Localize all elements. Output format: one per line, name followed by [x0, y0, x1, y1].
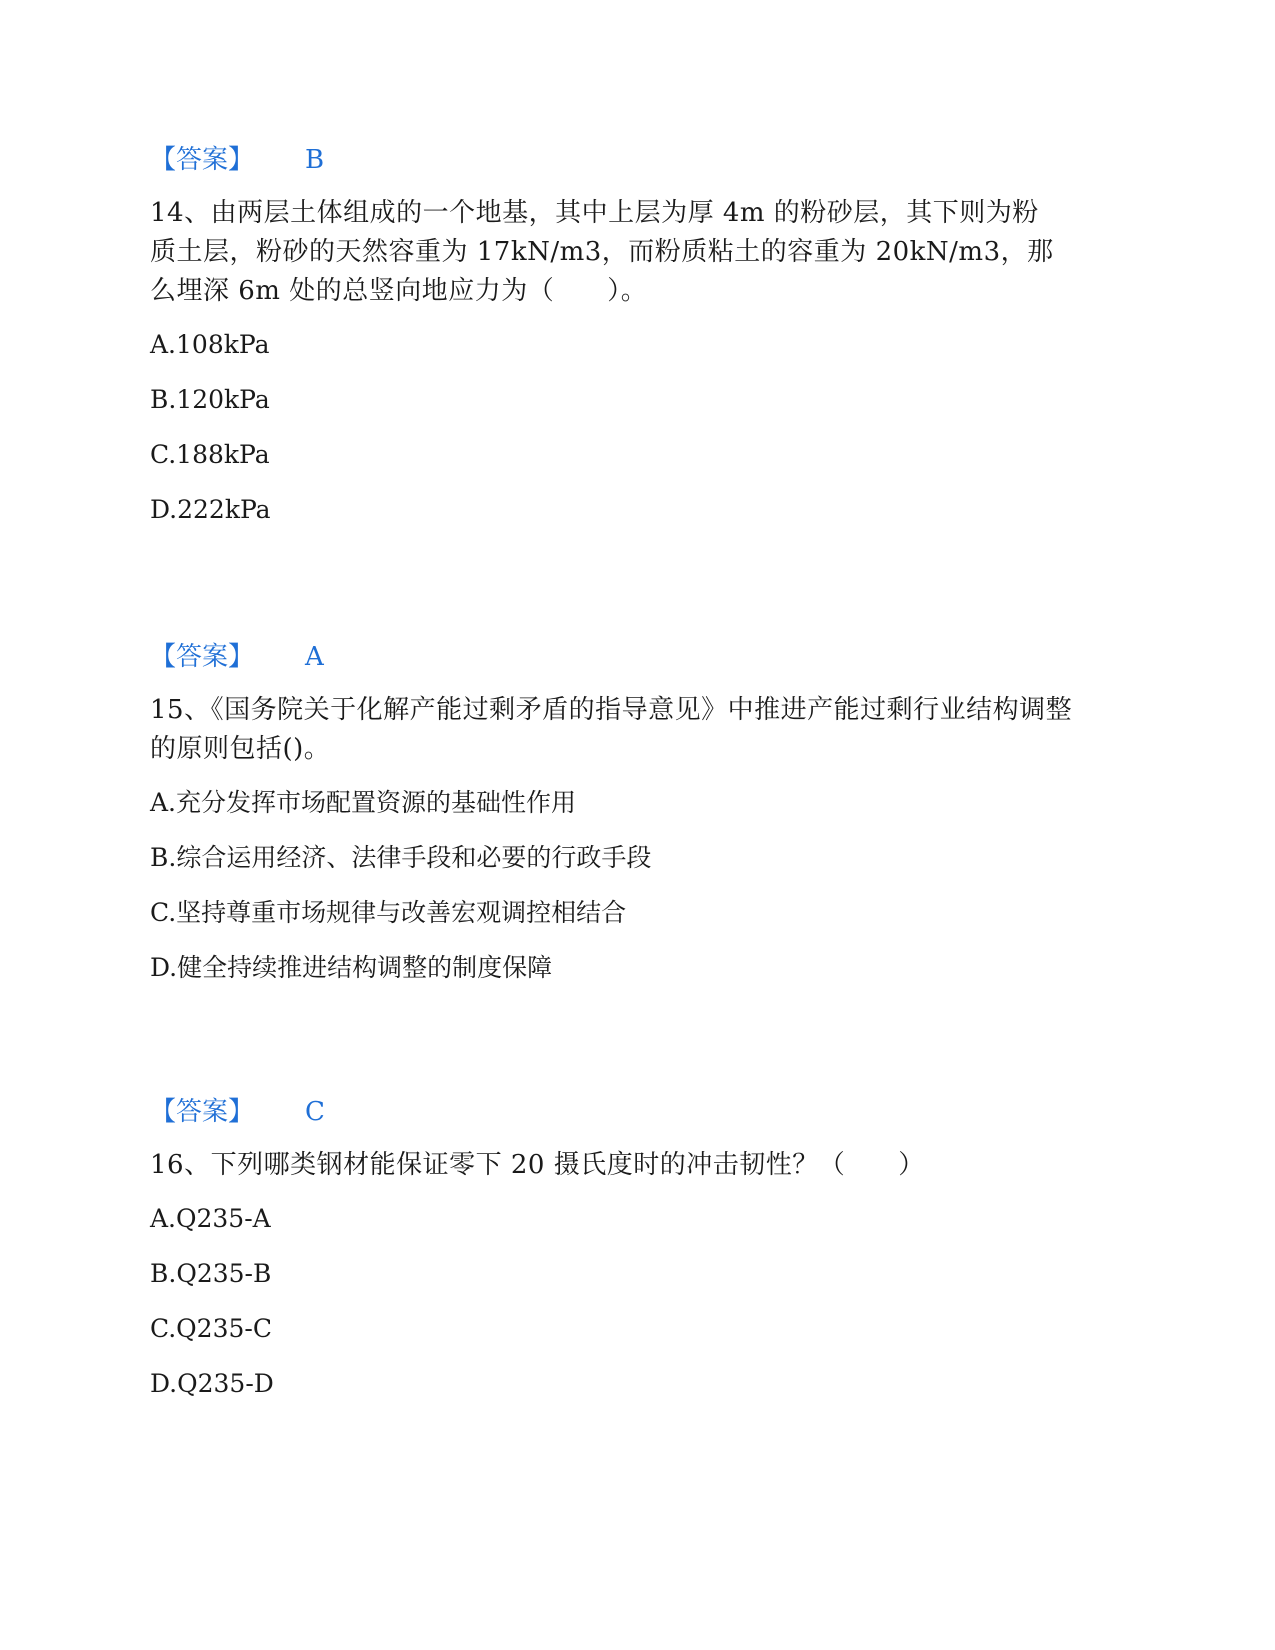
- question-text: 14、由两层土体组成的一个地基，其中上层为厚 4m 的粉砂层，其下则为粉质土层，粉砂的天然容重为 17kN/m3，而粉质粘土的容重为 20kN/m3，那么埋深 6m 处的总竖向地应力为（ ）。: [150, 198, 1054, 306]
- option-d: D.222kPa: [150, 495, 271, 524]
- option-list: [150, 1199, 1110, 1404]
- option-a: A.Q235-A: [150, 1204, 271, 1233]
- question-block-16: [150, 1092, 1110, 1419]
- answer-tag: 【答案】: [150, 1097, 255, 1127]
- answer-value: C: [305, 1097, 325, 1127]
- option-c: C.坚持尊重市场规律与改善宏观调控相结合: [150, 898, 627, 927]
- option-list: [150, 325, 1110, 530]
- question-block-14: [150, 140, 1110, 545]
- option-b: B.综合运用经济、法律手段和必要的行政手段: [150, 843, 652, 872]
- answer-line: [150, 1092, 1110, 1132]
- option-c: C.188kPa: [150, 440, 270, 469]
- answer-value: B: [305, 145, 325, 175]
- question-text: 16、下列哪类钢材能保证零下 20 摄氏度时的冲击韧性？（ ）: [150, 1150, 925, 1180]
- option-b: B.120kPa: [150, 385, 270, 414]
- answer-line: [150, 637, 1110, 677]
- option-d: D.健全持续推进结构调整的制度保障: [150, 953, 553, 982]
- question-block-15: [150, 637, 1110, 1003]
- answer-value: A: [305, 642, 324, 672]
- answer-line: [150, 140, 1110, 180]
- option-c: C.Q235-C: [150, 1314, 272, 1343]
- option-d: D.Q235-D: [150, 1369, 274, 1398]
- answer-tag: 【答案】: [150, 642, 255, 672]
- option-a: A.108kPa: [150, 330, 270, 359]
- option-list: [150, 783, 1110, 988]
- answer-tag: 【答案】: [150, 145, 255, 175]
- option-a: A.充分发挥市场配置资源的基础性作用: [150, 788, 577, 817]
- question-text: 15、《国务院关于化解产能过剩矛盾的指导意见》中推进产能过剩行业结构调整的原则包括()。: [150, 695, 1073, 764]
- option-b: B.Q235-B: [150, 1259, 272, 1288]
